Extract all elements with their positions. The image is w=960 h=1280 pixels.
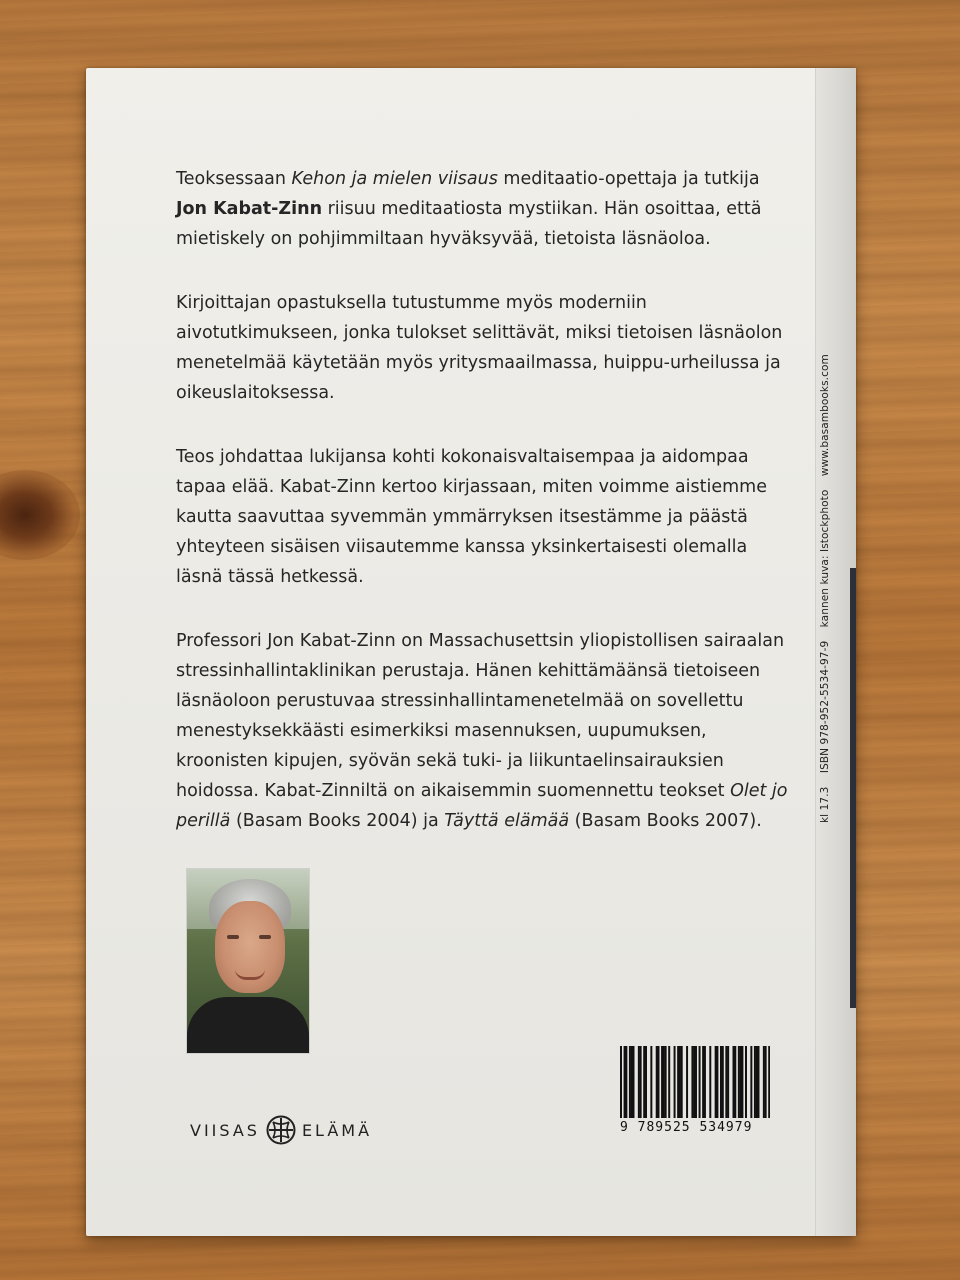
barcode-bar — [693, 1046, 695, 1118]
blurb-paragraph-3: Teos johdattaa lukijansa kohti kokonaisvaltaisempaa ja aidompaa tapaa elää. Kabat-Zinn kertoo kirjassaan, miten voimme aistiemme kautta saavuttaa syvemmän ymmärryksen itsestämme ja päästä yhteyteen sisäisen viisautemme kanssa yksinkertaisesti olemalla läsnä tässä hetkessä. — [176, 447, 767, 587]
logo-text-left: VIISAS — [190, 1120, 260, 1140]
isbn-text: ISBN 978-952-5534-97-9 — [819, 640, 831, 774]
barcode-bar — [695, 1046, 697, 1118]
barcode-bar — [699, 1046, 701, 1118]
barcode-bar — [763, 1046, 765, 1118]
barcode-bar — [733, 1046, 735, 1118]
barcode-bar — [633, 1046, 635, 1118]
barcode-bar — [727, 1046, 729, 1118]
blurb-p1-text-2: meditaatio-opettaja ja tutkija — [497, 169, 760, 189]
blurb-text — [176, 164, 796, 870]
barcode-bar — [765, 1046, 767, 1118]
barcode-bar — [686, 1046, 688, 1118]
barcode-bar — [702, 1046, 704, 1118]
barcode-digits: 9 789525 534979 — [620, 1120, 753, 1135]
publisher-url: www.basambooks.com — [819, 354, 831, 477]
barcode-bar — [638, 1046, 640, 1118]
blurb-p4-text-1: Professori Jon Kabat-Zinn on Massachusettsin yliopistollisen sairaalan stressinhallintaklinikan perustaja. Hänen kehittämäänsä tietoiseen läsnäoloon perustuvaa stressinhallintamenetelmää on sovellettu menestyksekkäästi esimerkiksi masennuksen, uupumuksen, kroonisten kipujen, syövän sekä tuki- ja liikuntaelinsairauksien hoidossa. Kabat-Zinniltä on aikaisemmin suomennettu teokset — [176, 631, 785, 801]
earlier-book-2-title: Täyttä elämää — [444, 811, 570, 831]
barcode-bar — [715, 1046, 717, 1118]
barcode-bar — [620, 1046, 622, 1118]
logo-text-right: ELÄMÄ — [301, 1120, 373, 1140]
barcode-bar — [722, 1046, 724, 1118]
barcode-bar — [629, 1046, 631, 1118]
knot-emblem-icon — [266, 1115, 296, 1145]
wood-knot — [0, 470, 80, 560]
barcode-bars — [620, 1046, 770, 1118]
series-logo — [190, 1110, 372, 1150]
spine-dark-strip — [850, 568, 856, 1008]
cover-photo-credit: kannen kuva: Istockphoto — [819, 489, 831, 628]
barcode-bar — [756, 1046, 758, 1118]
barcode-bar — [679, 1046, 681, 1118]
barcode-bar — [624, 1046, 626, 1118]
isbn-barcode — [620, 1046, 770, 1146]
blurb-p1-text-1: Teoksessaan — [176, 169, 292, 189]
blurb-p4-text-2: (Basam Books 2004) ja — [230, 811, 445, 831]
barcode-bar — [745, 1046, 747, 1118]
barcode-bar — [734, 1046, 736, 1118]
barcode-bar — [645, 1046, 647, 1118]
barcode-bar — [674, 1046, 676, 1118]
barcode-bar — [691, 1046, 693, 1118]
barcode-bar — [677, 1046, 679, 1118]
blurb-paragraph-1 — [176, 164, 796, 254]
barcode-bar — [716, 1046, 718, 1118]
barcode-bar — [709, 1046, 711, 1118]
classification-code: kl 17.3 — [819, 786, 831, 823]
author-photo — [186, 868, 310, 1054]
barcode-bar — [768, 1046, 770, 1118]
barcode-bar — [650, 1046, 652, 1118]
barcode-bar — [663, 1046, 665, 1118]
barcode-bar — [720, 1046, 722, 1118]
barcode-bar — [681, 1046, 683, 1118]
barcode-bar — [668, 1046, 670, 1118]
earlier-book-1-title: Olet jo perillä — [176, 781, 788, 831]
blurb-p4-text-3: (Basam Books 2007). — [569, 811, 762, 831]
blurb-paragraph-2: Kirjoittajan opastuksella tutustumme myös moderniin aivotutkimukseen, jonka tulokset selittävät, miksi tietoisen läsnäolon menetelmää käytetään myös yritysmaailmassa, huippu-urheilussa ja oikeuslaitoksessa. — [176, 293, 783, 403]
barcode-bar — [741, 1046, 743, 1118]
barcode-bar — [643, 1046, 645, 1118]
barcode-bar — [640, 1046, 642, 1118]
barcode-bar — [750, 1046, 752, 1118]
barcode-bar — [631, 1046, 633, 1118]
barcode-bar — [725, 1046, 727, 1118]
barcode-bar — [738, 1046, 740, 1118]
barcode-bar — [625, 1046, 627, 1118]
author-name: Jon Kabat-Zinn — [176, 199, 323, 219]
barcode-bar — [704, 1046, 706, 1118]
blurb-p1-text-3: riisuu meditaatiosta mystiikan. Hän osoittaa, että mietiskely on pohjimmiltaan hyväksyvää, tietoista läsnäoloa. — [176, 199, 762, 249]
barcode-bar — [661, 1046, 663, 1118]
book-back-cover — [86, 68, 856, 1236]
book-title-italic: Kehon ja mielen viisaus — [291, 169, 498, 189]
vertical-publishing-info — [819, 354, 833, 823]
barcode-bar — [758, 1046, 760, 1118]
barcode-bar — [658, 1046, 660, 1118]
barcode-bar — [656, 1046, 658, 1118]
barcode-bar — [740, 1046, 742, 1118]
blurb-paragraph-4 — [176, 626, 796, 836]
barcode-bar — [754, 1046, 756, 1118]
barcode-bar — [665, 1046, 667, 1118]
